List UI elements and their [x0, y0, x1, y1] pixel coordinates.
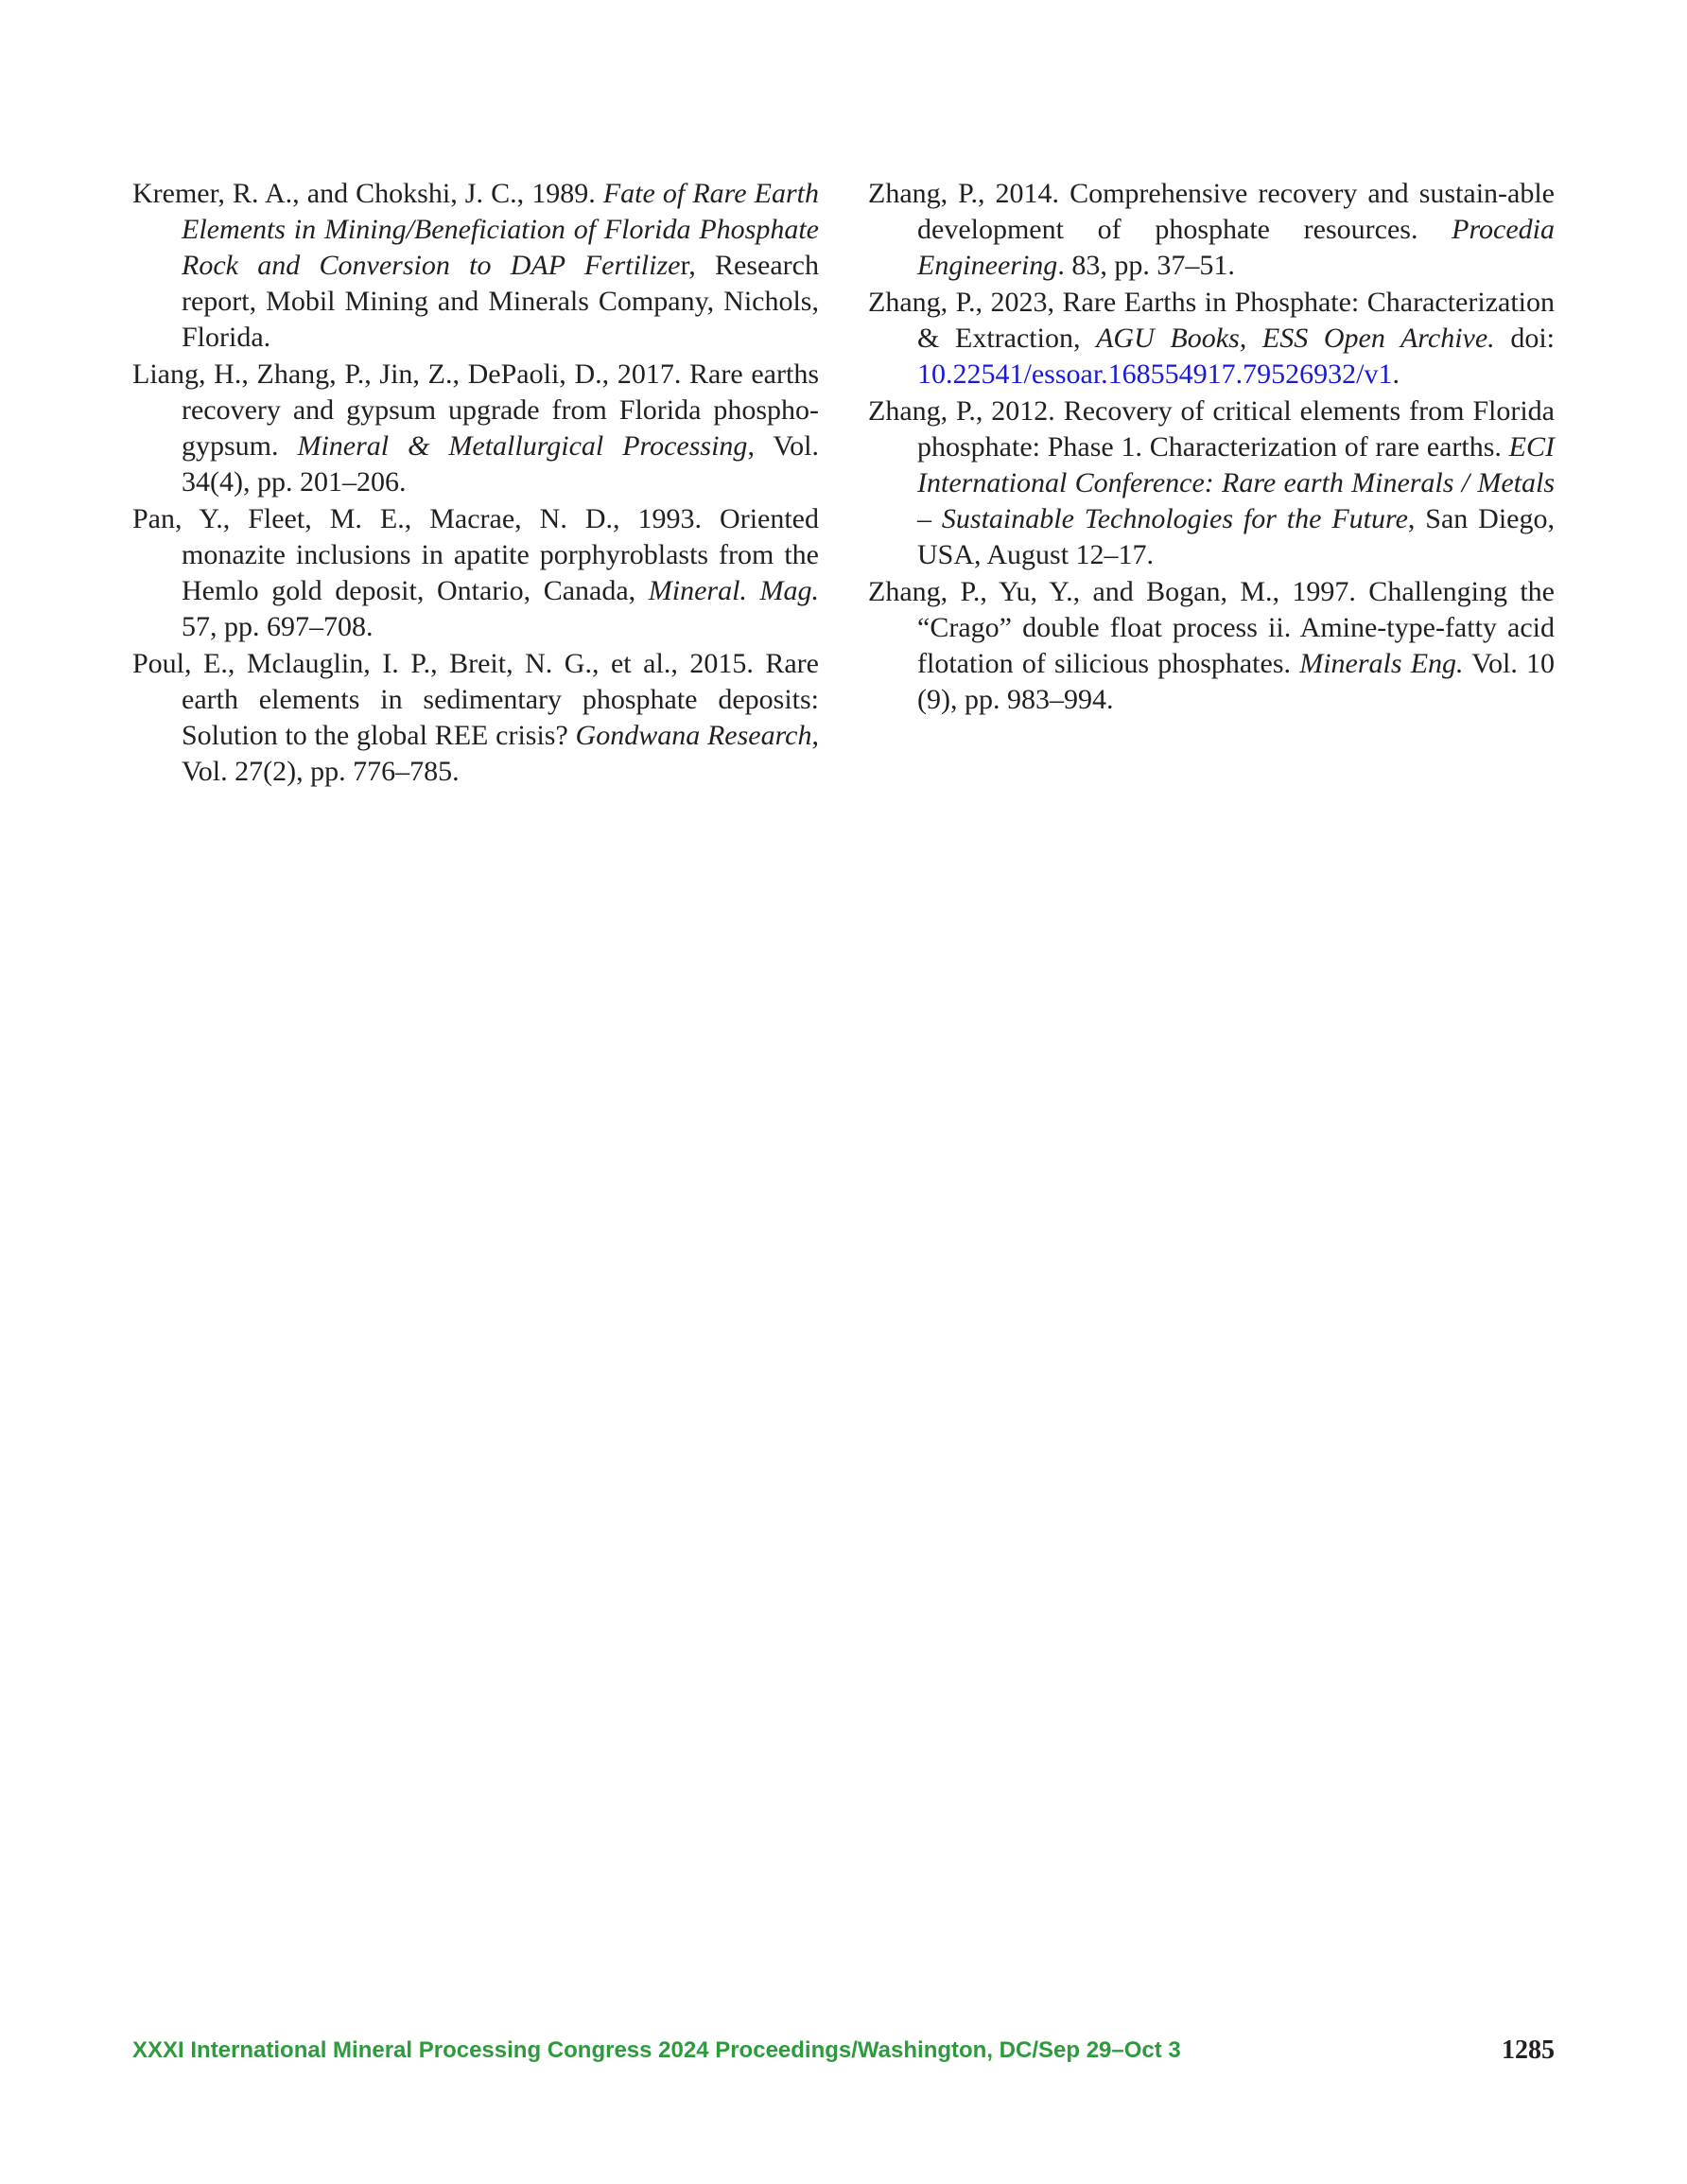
reference-title: Fate of Rare Earth Elements in Mining/Beneficiation of Florida Phosphate Rock and Conversion to DAP Fertilize [182, 178, 819, 281]
reference-title: Mineral & Metallurgical Processing [297, 430, 748, 462]
reference-text: . 83, pp. 37–51. [1057, 250, 1235, 281]
reference-title: AGU Books, ESS Open Archive. [1096, 323, 1495, 354]
reference-title: ECI International Conference: Rare earth Minerals / Metals – Sustainable Technologies for the Future [917, 431, 1555, 534]
reference-entry [132, 646, 819, 790]
reference-entry [132, 176, 819, 356]
reference-entry [868, 176, 1555, 284]
reference-text: 57, pp. 697–708. [182, 611, 374, 642]
reference-title: Minerals Eng. [1299, 648, 1464, 679]
reference-title: Gondwana Research [575, 720, 812, 751]
reference-text: , Vol. 27(2), pp. 776–785. [182, 720, 819, 787]
reference-text: Poul, E., Mclauglin, I. P., Breit, N. G., et al., 2015. Rare earth elements in sedimentary phosphate deposits: Solution to the global REE crisis? [132, 648, 819, 751]
reference-text: r, Research report, Mobil Mining and Minerals Company, Nichols, Florida. [182, 250, 819, 353]
footer-proceedings-title: XXXI International Mineral Processing Congress 2024 Proceedings/Washington, DC/Sep 29–Oct 3 [132, 2037, 1181, 2063]
reference-entry [132, 357, 819, 500]
reference-entry [868, 393, 1555, 573]
reference-text: Zhang, P., 2012. Recovery of critical elements from Florida phosphate: Phase 1. Characterization of rare earths. [868, 395, 1555, 463]
page-number: 1285 [1502, 2035, 1555, 2065]
reference-entry [132, 501, 819, 645]
reference-text: , Vol. 34(4), pp. 201–206. [182, 430, 819, 498]
reference-title: Procedia Engineering [917, 214, 1555, 281]
reference-text: Zhang, P., Yu, Y., and Bogan, M., 1997. Challenging the “Crago” double float process ii. Amine-type-fatty acid flotation of silicious phosphates. [868, 576, 1555, 679]
reference-title: Mineral. Mag. [648, 575, 819, 606]
reference-text: Pan, Y., Fleet, M. E., Macrae, N. D., 1993. Oriented monazite inclusions in apatite porphyroblasts from the Hemlo gold deposit, Ontario, Canada, [132, 503, 819, 606]
reference-text: doi: [1494, 323, 1555, 354]
reference-entry [868, 574, 1555, 718]
reference-text: Liang, H., Zhang, P., Jin, Z., DePaoli, D., 2017. Rare earths recovery and gypsum upgrade from Florida phospho-gypsum. [132, 358, 819, 462]
reference-text: Zhang, P., 2023, Rare Earths in Phosphate: Characterization & Extraction, [868, 287, 1555, 354]
reference-text: Vol. 10 (9), pp. 983–994. [917, 648, 1556, 715]
reference-text: . [1392, 358, 1400, 390]
reference-text: Zhang, P., 2014. Comprehensive recovery and sustain-able development of phosphate resources. [868, 178, 1555, 245]
reference-entry [868, 285, 1555, 393]
references-left-column [132, 176, 819, 791]
references-right-column [868, 176, 1555, 719]
doi-link[interactable]: 10.22541/essoar.168554917.79526932/v1 [917, 358, 1393, 390]
reference-text: Kremer, R. A., and Chokshi, J. C., 1989. [132, 178, 603, 209]
page-footer [132, 2032, 1555, 2070]
reference-text: , San Diego, USA, August 12–17. [917, 503, 1555, 570]
